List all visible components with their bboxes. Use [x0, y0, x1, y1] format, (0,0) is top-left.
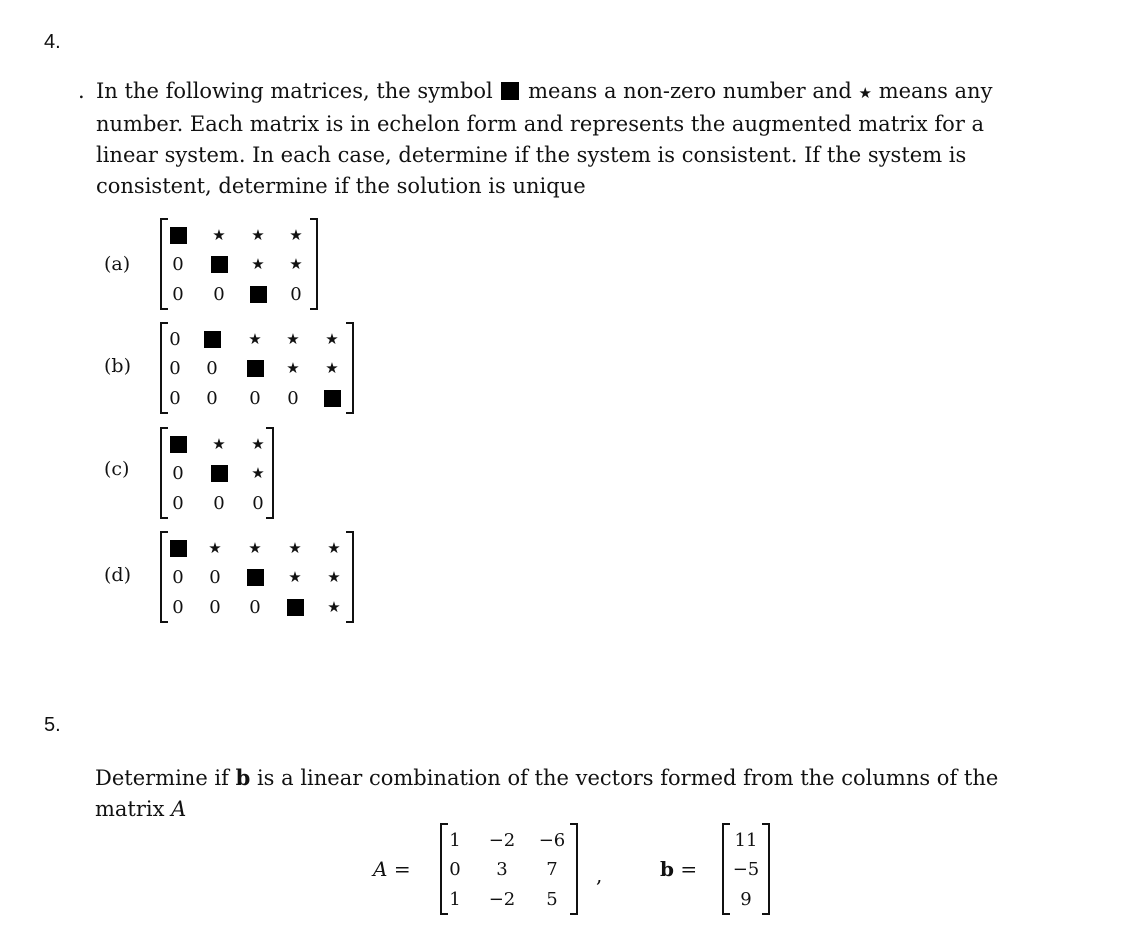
matrix-d-star-icon [280, 533, 310, 563]
problem-4-number: 4. [44, 31, 61, 53]
bullet-dot: . [78, 79, 85, 103]
star-icon: ★ [248, 539, 262, 557]
matrix-d-entry: 0 [172, 596, 184, 618]
matrix-a-star-icon [281, 249, 311, 279]
filled-square-icon [204, 331, 221, 348]
matrix-d-nonzero-icon [163, 533, 193, 563]
matrix-d-nonzero-icon [240, 562, 270, 592]
matrix-a-entry: 0 [172, 253, 184, 275]
matrix-d-entry: 0 [209, 596, 221, 618]
problem-5-text [95, 762, 998, 825]
star-icon: ★ [288, 568, 302, 586]
star-icon: ★ [289, 226, 303, 244]
star-icon: ★ [327, 568, 341, 586]
vector-b-label [660, 857, 697, 881]
matrix-a [160, 218, 318, 310]
star-icon: ★ [212, 226, 226, 244]
p5-line1-c: is a linear combination of the vectors formed from the columns of the [250, 766, 999, 790]
matrix-d-star-icon [280, 562, 310, 592]
filled-square-icon [170, 540, 187, 557]
A-comma: , [596, 863, 603, 887]
part-a-label: (a) [104, 253, 131, 275]
vector-b-entry: −5 [732, 858, 760, 880]
matrix-a-star-icon [243, 220, 273, 250]
matrix-a-star-icon [281, 220, 311, 250]
matrix-A-entry: −2 [488, 888, 516, 910]
intro-line-1-b: means a non-zero number and [528, 79, 852, 103]
nonzero-symbol-icon [501, 82, 519, 100]
intro-line-1-a: In the following matrices, the symbol [96, 79, 493, 103]
matrix-d-star-icon [319, 562, 349, 592]
matrix-d-entry: 0 [249, 596, 261, 618]
matrix-A-entry: 5 [546, 888, 558, 910]
matrix-c-star-icon [243, 429, 273, 459]
matrix-d-star-icon [319, 592, 349, 622]
filled-square-icon [211, 256, 228, 273]
star-icon: ★ [212, 435, 226, 453]
problem-5-line-1 [95, 762, 998, 794]
star-icon: ★ [325, 359, 339, 377]
star-icon: ★ [327, 598, 341, 616]
matrix-A-label [373, 857, 411, 881]
matrix-a-entry: 0 [290, 283, 302, 305]
matrix-b-entry: 0 [169, 387, 181, 409]
matrix-a-star-icon [204, 220, 234, 250]
star-icon: ★ [288, 539, 302, 557]
matrix-a-nonzero-icon [163, 220, 193, 250]
matrix-A-entry: −6 [538, 829, 566, 851]
part-d-label: (d) [104, 564, 131, 586]
matrix-c-entry: 0 [172, 492, 184, 514]
matrix-b-entry: 0 [206, 357, 218, 379]
vector-b-entry: 11 [734, 829, 758, 851]
matrix-A-entry: 7 [546, 858, 558, 880]
matrix-a-star-icon [243, 249, 273, 279]
matrix-c-nonzero-icon [204, 458, 234, 488]
filled-square-icon [211, 465, 228, 482]
matrix-c [160, 427, 274, 519]
matrix-c-entry: 0 [213, 492, 225, 514]
matrix-b-entry: 0 [287, 387, 299, 409]
matrix-d-entry: 0 [209, 566, 221, 588]
matrix-b-entry: 0 [169, 357, 181, 379]
matrix-a-nonzero-icon [243, 279, 273, 309]
matrix-b-nonzero-icon [197, 324, 227, 354]
matrix-d-star-icon [240, 533, 270, 563]
intro-line-4: consistent, determine if the solution is unique [96, 174, 586, 198]
matrix-b-star-icon [317, 324, 347, 354]
matrix-b-nonzero-icon [240, 353, 270, 383]
filled-square-icon [247, 569, 264, 586]
matrix-A-entry: 1 [449, 829, 461, 851]
b-equals: = [680, 857, 698, 881]
matrix-c-entry: 0 [252, 492, 264, 514]
matrix-d-star-icon [200, 533, 230, 563]
p5-line2-b: A [171, 797, 187, 821]
matrix-d-nonzero-icon [280, 592, 310, 622]
intro-line-1 [78, 76, 992, 109]
p5-line1-b: b [235, 765, 251, 790]
matrix-a-entry: 0 [172, 283, 184, 305]
problem-5-line-2 [95, 794, 998, 825]
p5-line1-a: Determine if [95, 766, 236, 790]
matrix-d-entry: 0 [172, 566, 184, 588]
A-equals: = [393, 857, 411, 881]
matrix-b-nonzero-icon [317, 383, 347, 413]
star-icon: ★ [251, 464, 265, 482]
matrix-d-star-icon [319, 533, 349, 563]
star-icon: ★ [286, 359, 300, 377]
problem-5-number: 5. [44, 714, 61, 736]
filled-square-icon [250, 286, 267, 303]
matrix-c-star-icon [243, 458, 273, 488]
filled-square-icon [324, 390, 341, 407]
matrix-A [440, 823, 578, 915]
star-icon: ★ [289, 255, 303, 273]
star-icon: ★ [251, 255, 265, 273]
matrix-b-entry: 0 [169, 328, 181, 350]
star-icon: ★ [286, 330, 300, 348]
matrix-c-star-icon [204, 429, 234, 459]
star-symbol-icon: ★ [858, 84, 872, 102]
filled-square-icon [170, 436, 187, 453]
star-icon: ★ [325, 330, 339, 348]
matrix-A-entry: 3 [496, 858, 508, 880]
p5-line2-a: matrix [95, 797, 172, 821]
matrix-b-star-icon [278, 353, 308, 383]
matrix-d [160, 531, 354, 623]
matrix-b [160, 322, 354, 414]
part-c-label: (c) [104, 458, 130, 480]
filled-square-icon [287, 599, 304, 616]
star-icon: ★ [327, 539, 341, 557]
star-icon: ★ [251, 226, 265, 244]
vector-b [722, 823, 770, 915]
matrix-b-star-icon [240, 324, 270, 354]
matrix-a-entry: 0 [213, 283, 225, 305]
matrix-b-entry: 0 [249, 387, 261, 409]
intro-line-3: linear system. In each case, determine if the system is consistent. If the system is [96, 143, 967, 167]
vector-b-entry: 9 [740, 888, 752, 910]
matrix-b-entry: 0 [206, 387, 218, 409]
A-symbol: A [373, 857, 388, 881]
matrix-c-entry: 0 [172, 462, 184, 484]
intro-line-2: number. Each matrix is in echelon form and represents the augmented matrix for a [96, 112, 985, 136]
star-icon: ★ [251, 435, 265, 453]
star-icon: ★ [208, 539, 222, 557]
matrix-c-nonzero-icon [163, 429, 193, 459]
part-b-label: (b) [104, 355, 131, 377]
matrix-b-star-icon [278, 324, 308, 354]
matrix-A-entry: 0 [449, 858, 461, 880]
intro-line-1-c: means any [878, 79, 993, 103]
b-symbol: b [660, 857, 674, 881]
star-icon: ★ [248, 330, 262, 348]
filled-square-icon [170, 227, 187, 244]
matrix-A-entry: 1 [449, 888, 461, 910]
problem-4-intro [78, 76, 992, 202]
matrix-a-nonzero-icon [204, 249, 234, 279]
matrix-A-entry: −2 [488, 829, 516, 851]
matrix-b-star-icon [317, 353, 347, 383]
filled-square-icon [247, 360, 264, 377]
